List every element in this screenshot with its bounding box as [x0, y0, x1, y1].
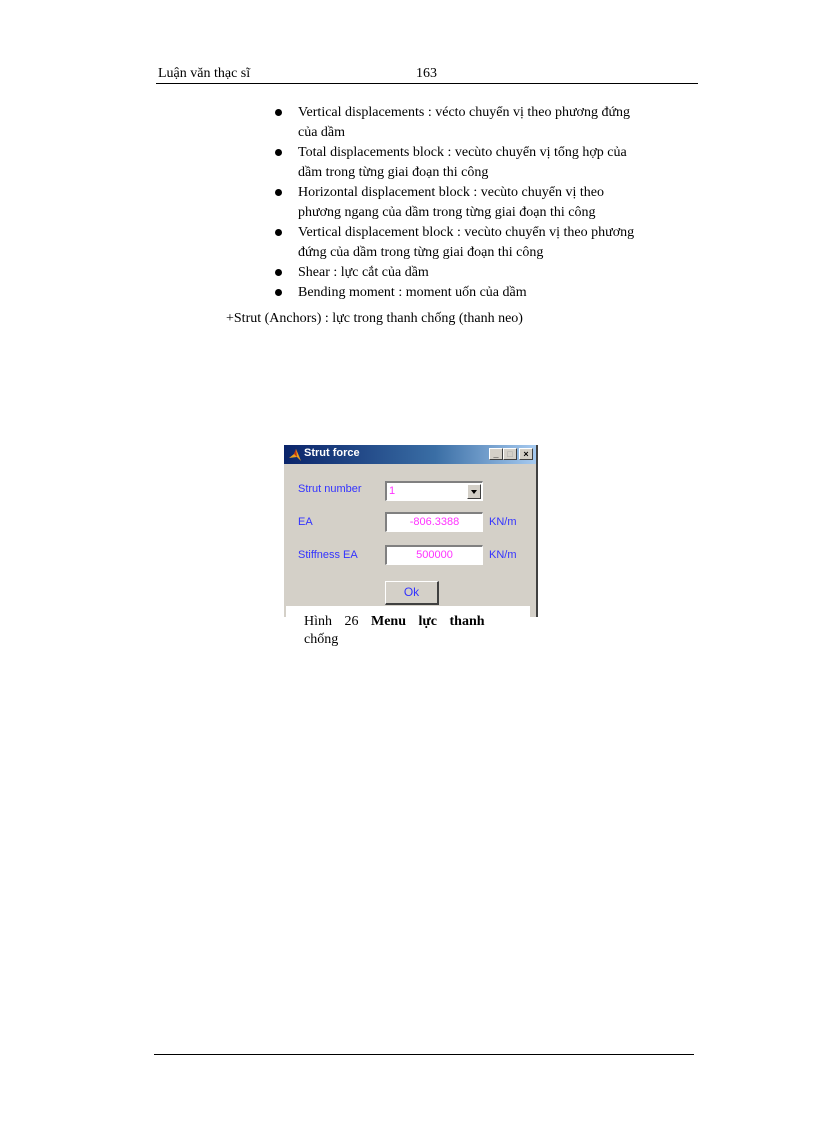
stiffness-field[interactable]: 500000: [385, 545, 483, 565]
bullet-icon: [275, 229, 282, 236]
dialog-titlebar[interactable]: [284, 445, 536, 464]
strut-number-select[interactable]: 1: [385, 481, 483, 501]
header-title: Luận văn thạc sĩ: [158, 66, 251, 81]
figure-caption: [286, 606, 530, 646]
list-item: Shear : lực cắt của dầm: [272, 263, 688, 283]
page-number: 163: [416, 66, 437, 81]
ea-unit: KN/m: [489, 516, 517, 528]
dialog-title: Strut force: [304, 447, 360, 459]
list-item: Horizontal displacement block : vecùto chuyển vị theo phương ngang của dầm trong từng giai đoạn thi công: [272, 183, 688, 223]
close-button[interactable]: ×: [519, 448, 533, 460]
caption-line2: chống: [304, 632, 339, 646]
stiffness-unit: KN/m: [489, 549, 517, 561]
list-item: Vertical displacements : vécto chuyển vị theo phương đứng của dầm: [272, 103, 688, 143]
ea-label: EA: [298, 516, 313, 528]
list-item: Bending moment : moment uốn của dầm: [272, 283, 688, 303]
maximize-button[interactable]: □: [503, 448, 517, 460]
ea-field[interactable]: -806.3388: [385, 512, 483, 532]
strut-number-label: Strut number: [298, 483, 362, 495]
strut-paragraph: +Strut (Anchors) : lực trong thanh chống (thanh neo): [226, 311, 523, 326]
bullet-list: [272, 103, 688, 303]
strut-force-dialog: [284, 445, 538, 617]
bullet-icon: [275, 269, 282, 276]
bullet-icon: [275, 289, 282, 296]
minimize-button[interactable]: _: [489, 448, 503, 460]
bullet-icon: [275, 109, 282, 116]
page-header: [156, 64, 698, 84]
chevron-down-icon[interactable]: [467, 484, 481, 499]
stiffness-label: Stiffness EA: [298, 549, 358, 561]
ok-button[interactable]: Ok: [385, 581, 439, 605]
list-item: Vertical displacement block : vecùto chuyển vị theo phương đứng của dầm trong từng giai đoạn thi công: [272, 223, 688, 263]
footer-rule: [154, 1054, 694, 1055]
caption-title: Menu lực thanh: [371, 614, 485, 629]
list-item: Total displacements block : vecùto chuyển vị tổng hợp của dầm trong từng giai đoạn thi công: [272, 143, 688, 183]
caption-prefix: Hình 26: [304, 614, 359, 629]
bullet-icon: [275, 149, 282, 156]
matlab-icon: [288, 447, 302, 462]
bullet-icon: [275, 189, 282, 196]
